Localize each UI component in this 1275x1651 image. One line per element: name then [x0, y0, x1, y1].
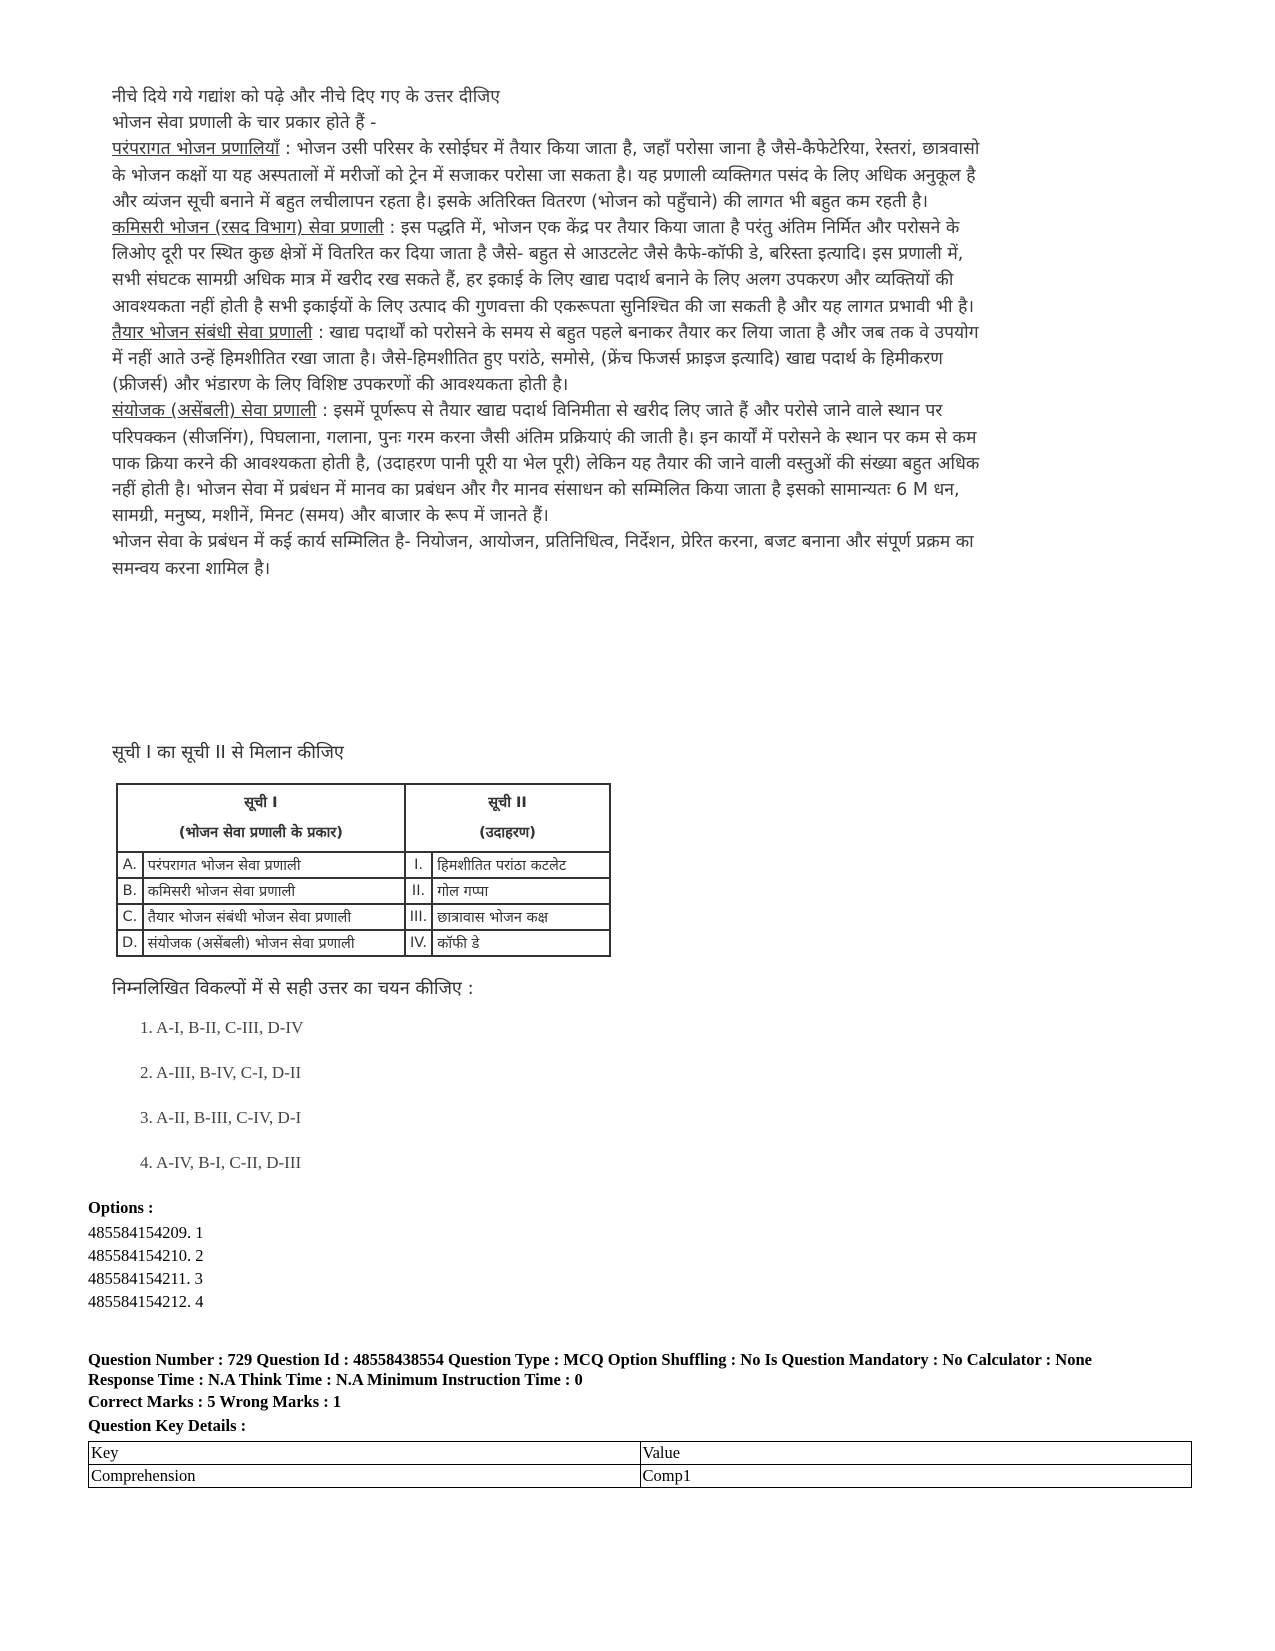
row-key-1: D. [117, 930, 143, 956]
choice-2: 2. A-III, B-IV, C-I, D-II [140, 1063, 302, 1082]
passage-image [112, 84, 992, 582]
list2-header [405, 784, 610, 852]
question-meta-line-1: Question Number : 729 Question Id : 48558438554 Question Type : MCQ Option Shuffling : No Is Question Mandatory : No Calculator : None [88, 1350, 1092, 1369]
row-value-2: गोल गप्पा [432, 878, 610, 904]
key-details-table [88, 1441, 1192, 1488]
value-cell: Comp1 [640, 1465, 1192, 1488]
para2-term: कमिसरी भोजन (रसद विभाग) सेवा प्रणाली [112, 218, 384, 239]
table-row [89, 1442, 1192, 1465]
table-row [89, 1465, 1192, 1488]
row-value-1: तैयार भोजन संबंधी भोजन सेवा प्रणाली [143, 904, 405, 930]
list1-header [117, 784, 405, 852]
row-key-2: I. [405, 852, 432, 878]
passage [112, 84, 992, 582]
row-key-2: II. [405, 878, 432, 904]
para3-text: : खाद्य पदार्थों को परोसने के समय से बहुत पहले बनाकर तैयार कर लिया जाता है और जब तक वे उपयोग में नहीं आते उन्हें हिमशीतित रखा जाता है। जैसे-हिमशीतित हुए परांठे, समोसे, (फ्रेंच फिजर्स फ्राइज इत्यादि) खाद्य पदार्थ के हिमीकरण (फ्रीजर्स) और भंडारण के लिए विशिष्ट उपकरणों की आवश्यकता होती है। [112, 322, 979, 396]
table-row [117, 878, 610, 904]
passage-para-1 [112, 136, 992, 215]
list2-title: सूची II [488, 795, 527, 811]
para2-text: : इस पद्धति में, भोजन एक केंद्र पर तैयार किया जाता है परंतु अंतिम निर्मित और परोसने के लिओए दूरी पर स्थित कुछ क्षेत्रों में वितरित कर दिया जाता है जैसे- बहुत से आउटलेट जैसे कैफे-कॉफी डे, बरिस्ता इत्यादि। इस प्रणाली में, सभी संघटक सामग्री अधिक मात्र में खरीद रख सकते हैं, हर इकाई के लिए खाद्य पदार्थ बनाने के लिए अलग उपकरण और व्यक्तियों की आवश्यकता नहीं होती है सभी इकाईयों के लिए उत्पाद की गुणवत्ता की एकरूपता सुनिश्चित की जा सकती है और यह लागत प्रभावी भी है। [112, 218, 975, 317]
row-value-2: कॉफी डे [432, 930, 610, 956]
question-meta-line-2: Response Time : N.A Think Time : N.A Minimum Instruction Time : 0 [88, 1370, 583, 1389]
row-key-1: C. [117, 904, 143, 930]
passage-heading: भोजन सेवा प्रणाली के चार प्रकार होते हैं - [112, 113, 377, 134]
row-key-2: IV. [405, 930, 432, 956]
key-cell: Comprehension [89, 1465, 641, 1488]
match-title: सूची I का सूची II से मिलान कीजिए [112, 742, 344, 763]
match-table [116, 783, 611, 957]
row-value-1: परंपरागत भोजन सेवा प्रणाली [143, 852, 405, 878]
option-item: 485584154211. 3 [88, 1269, 203, 1288]
row-key-1: A. [117, 852, 143, 878]
key-details-label: Question Key Details : [88, 1416, 247, 1435]
select-prompt: निम्नलिखित विकल्पों में से सही उत्तर का चयन कीजिए : [112, 978, 474, 999]
key-header: Key [89, 1442, 641, 1465]
row-key-1: B. [117, 878, 143, 904]
list2-subtitle: (उदाहरण) [479, 825, 536, 841]
choice-4: 4. A-IV, B-I, C-II, D-III [140, 1153, 302, 1172]
option-item: 485584154210. 2 [88, 1246, 204, 1265]
para4-text: : इसमें पूर्णरूप से तैयार खाद्य पदार्थ विनिमीता से खरीद लिए जाते हैं और परोसे जाने वाले स्थान पर परिपक्कन (सीजनिंग), पिघलाना, गलाना, पुनः गरम करना जैसी अंतिम प्रक्रियाएं की जाती है। इन कार्यों में परोसने के स्थान पर कम से कम पाक क्रिया करने की आवश्यकता होती है, (उदाहरण पानी पूरी या भेल पूरी) लेकिन यह तैयार की जाने वाली वस्तुओं की संख्या बहुत अधिक नहीं होती है। भोजन सेवा में प्रबंधन में मानव का प्रबंधन और गैर मानव संसाधन को सम्मिलित किया जाता है इसको सामान्यतः 6 M धन, सामग्री, मनुष्य, मशीनें, मिनट (समय) और बाजार के रूप में जानते हैं। [112, 401, 980, 527]
list1-title: सूची I [244, 795, 278, 811]
table-row [117, 852, 610, 878]
passage-para-5: भोजन सेवा के प्रबंधन में कई कार्य सम्मिलित है- नियोजन, आयोजन, प्रतिनिधित्व, निर्देशन, प्रेरित करना, बजट बनाना और संपूर्ण प्रक्रम का समन्वय करना शामिल है। [112, 532, 974, 579]
passage-para-4 [112, 398, 992, 529]
para4-term: संयोजक (असेंबली) सेवा प्रणाली [112, 401, 317, 422]
option-item: 485584154212. 4 [88, 1292, 204, 1311]
match-header-row [117, 784, 610, 852]
table-row [117, 904, 610, 930]
para1-text: : भोजन उसी परिसर के रसोईघर में तैयार किया जाता है, जहाँ परोसा जाना है जैसे-कैफेटेरिया, रेस्तरां, छात्रवासो के भोजन कक्षों या यह अस्पतालों में मरीजों को ट्रेन में सजाकर परोसा जा सकता है। यह प्रणाली व्यक्तिगत पसंद के लिए अधिक अनुकूल है और व्यंजन सूची बनाने में बहुत लचीलापन रहता है। इसके अतिरिक्त वितरण (भोजन को पहुँचाने) की लागत भी बहुत कम रहती है। [112, 139, 980, 212]
passage-para-3 [112, 320, 992, 399]
para3-term: तैयार भोजन संबंधी सेवा प्रणाली [112, 322, 313, 343]
value-header: Value [640, 1442, 1192, 1465]
passage-intro: नीचे दिये गये गद्यांश को पढ़े और नीचे दिए गए के उत्तर दीजिए [112, 87, 500, 107]
choice-1: 1. A-I, B-II, C-III, D-IV [140, 1018, 304, 1037]
choice-3: 3. A-II, B-III, C-IV, D-I [140, 1108, 302, 1127]
list1-subtitle: (भोजन सेवा प्रणाली के प्रकार) [178, 825, 343, 841]
options-label: Options : [88, 1198, 154, 1217]
row-value-2: हिमशीतित परांठा कटलेट [432, 852, 610, 878]
answer-choices [140, 1018, 303, 1198]
row-value-1: कमिसरी भोजन सेवा प्रणाली [143, 878, 405, 904]
row-key-2: III. [405, 904, 432, 930]
para1-term: परंपरागत भोजन प्रणालियाँ [112, 139, 280, 160]
option-item: 485584154209. 1 [88, 1223, 204, 1242]
row-value-2: छात्रावास भोजन कक्ष [432, 904, 610, 930]
passage-para-2 [112, 215, 992, 320]
options-list [88, 1221, 204, 1313]
question-meta [88, 1350, 1228, 1390]
row-value-1: संयोजक (असेंबली) भोजन सेवा प्रणाली [143, 930, 405, 956]
table-row [117, 930, 610, 956]
marks-info: Correct Marks : 5 Wrong Marks : 1 [88, 1392, 342, 1411]
